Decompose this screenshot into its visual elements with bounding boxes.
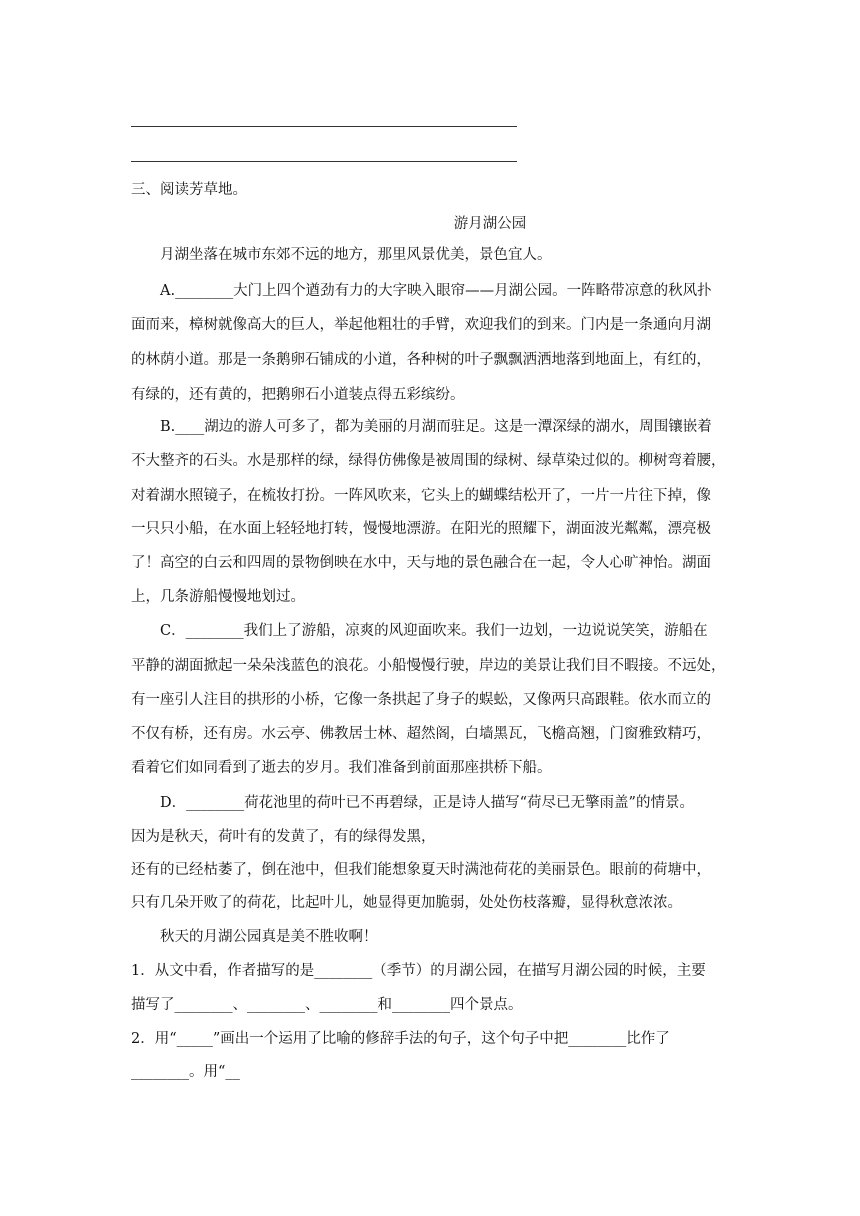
text-line: 有绿的，还有黄的，把鹅卵石小道装点得五彩缤纷。 [131,387,465,403]
text-line: B.____湖边的游人可多了，都为美丽的月湖而驻足。这是一潭深绿的湖水，周围镶嵌着 [160,419,712,435]
text-line: 秋天的月湖公园真是美不胜收啊！ [160,929,378,945]
text-line: 平静的湖面掀起一朵朵浅蓝色的浪花。小船慢慢行驶，岸边的美景让我们目不暇接。不远处， [131,658,726,674]
text-line: 还有的已经枯萎了，倒在池中，但我们能想象夏天时满池荷花的美丽景色。眼前的荷塘中， [131,862,711,878]
text-line: 的林荫小道。那是一条鹅卵石铺成的小道，各种树的叶子飘飘洒洒地落到地面上，有红的， [131,352,711,368]
text-line: 不仅有桥，还有房。水云亭、佛教居士林、超然阁，白墙黑瓦，飞檐高翘，门窗雅致精巧， [131,726,711,742]
text-line: D．________荷花池里的荷叶已不再碧绿，正是诗人描写“荷尽已无擎雨盖”的情景。 [160,795,694,811]
text-line: 面而来，樟树就像高大的巨人，举起他粗壮的手臂，欢迎我们的到来。门内是一条通向月湖 [131,317,711,333]
text-line: 1．从文中看，作者描写的是________（季节）的月湖公园，在描写月湖公园的时候，主要 [131,963,706,979]
answer-line-2 [131,161,517,162]
answer-line-1 [131,126,517,127]
text-line: 一只只小船，在水面上轻轻地打转，慢慢地漂游。在阳光的照耀下，湖面波光粼粼，漂亮极 [131,521,711,537]
text-line: ________。用“__ [131,1064,240,1080]
text-line: 2．用“_____”画出一个运用了比喻的修辞手法的句子，这个句子中把________比作了 [131,1031,670,1047]
text-line: C．________我们上了游船，凉爽的风迎面吹来。我们一边划，一边说说笑笑，游船在 [160,623,708,639]
text-line: 不大整齐的石头。水是那样的绿，绿得仿佛像是被周围的绿树、绿草染过似的。柳树弯着腰， [131,453,726,469]
section-heading: 三、阅读芳草地。 [131,182,247,198]
text-line: 月湖坐落在城市东郊不远的地方，那里风景优美，景色宜人。 [160,247,552,263]
text-line: 上，几条游船慢慢地划过。 [131,589,305,605]
text-line: 因为是秋天，荷叶有的发黄了，有的绿得发黑， [131,829,436,845]
passage-title: 游月湖公园 [453,216,527,232]
text-line: 看着它们如同看到了逝去的岁月。我们准备到前面那座拱桥下船。 [131,760,552,776]
text-line: 对着湖水照镜子，在梳妆打扮。一阵风吹来，它头上的蝴蝶结松开了，一片一片往下掉，像 [131,488,711,504]
text-line: 描写了________、________、________和________四个景点。 [131,997,523,1013]
text-line: 有一座引人注目的拱形的小桥，它像一条拱起了身子的蜈蚣，又像两只高跟鞋。依水而立的 [131,692,711,708]
text-line: A.________大门上四个遒劲有力的大字映入眼帘——月湖公园。一阵略带凉意的秋风扑 [160,283,712,299]
text-line: 只有几朵开败了的荷花，比起叶儿，她显得更加脆弱，处处伤枝落瓣，显得秋意浓浓。 [131,895,682,911]
text-line: 了！高空的白云和四周的景物倒映在水中，天与地的景色融合在一起，令人心旷神怡。湖面 [131,555,711,571]
